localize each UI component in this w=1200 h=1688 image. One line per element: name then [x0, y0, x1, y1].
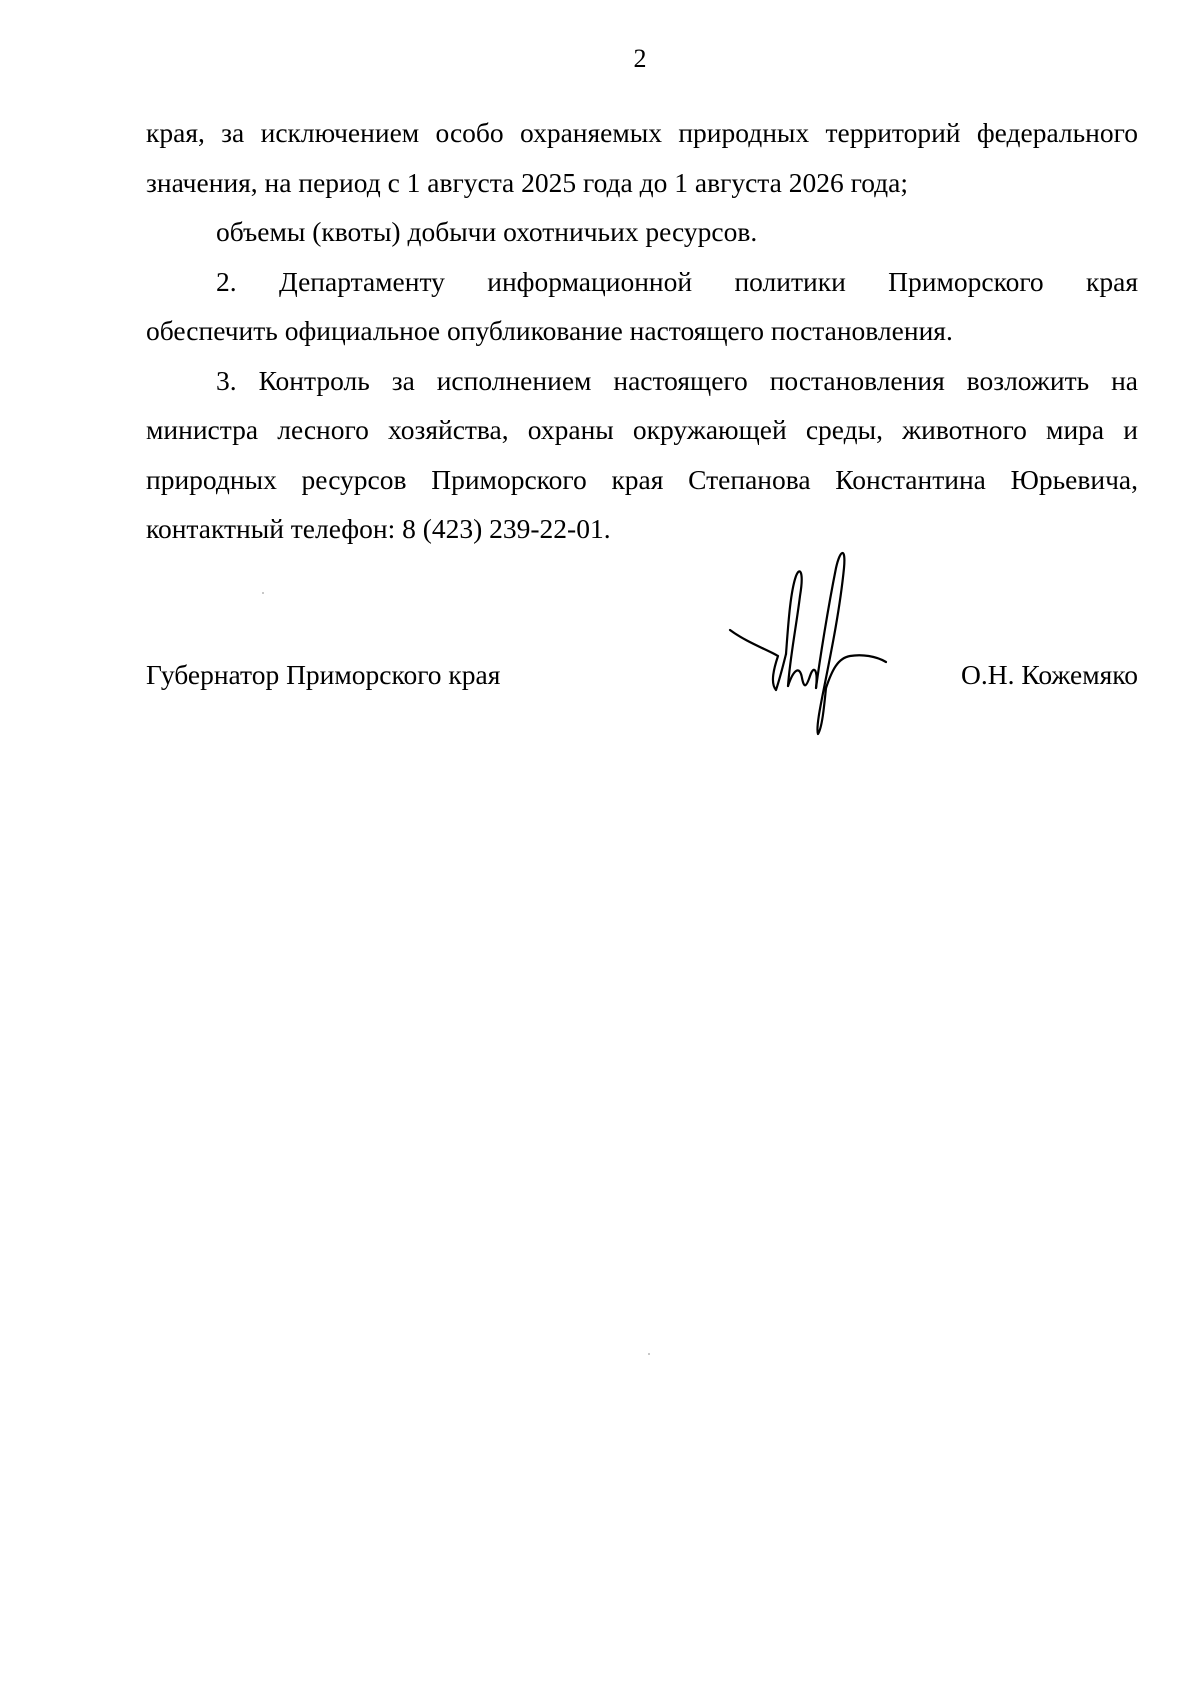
signer-name: О.Н. Кожемяко	[961, 659, 1138, 690]
page-number: 2	[633, 44, 647, 73]
handwritten-signature-icon	[728, 538, 888, 738]
text-line: обеспечить официальное опубликование настоящего постановления.	[146, 315, 953, 346]
signer-position: Губернатор Приморского края	[146, 659, 501, 690]
paragraph-continuation	[146, 108, 1138, 207]
text-line: контактный телефон: 8 (423) 239-22-01.	[146, 513, 611, 544]
paragraph-item-3	[146, 356, 1138, 554]
scan-speck	[262, 592, 264, 594]
paragraph-quotas	[146, 207, 1138, 257]
document-body	[146, 108, 1138, 554]
text-line: края, за исключением особо охраняемых природных территорий федерального	[146, 117, 1138, 148]
signature-block	[146, 655, 1138, 695]
text-line: 3. Контроль за исполнением настоящего постановления возложить на	[216, 364, 1138, 396]
scan-speck	[648, 1353, 650, 1355]
text-line: природных ресурсов Приморского края Степанова Константина Юрьевича,	[146, 463, 1138, 495]
text-line: министра лесного хозяйства, охраны окружающей среды, животного мира и	[146, 414, 1138, 445]
text-line: 2. Департаменту информационной политики Приморского края	[216, 265, 1138, 297]
text-line: значения, на период с 1 августа 2025 года до 1 августа 2026 года;	[146, 166, 908, 198]
text-line: объемы (квоты) добычи охотничьих ресурсов.	[216, 216, 758, 247]
paragraph-item-2	[146, 257, 1138, 356]
